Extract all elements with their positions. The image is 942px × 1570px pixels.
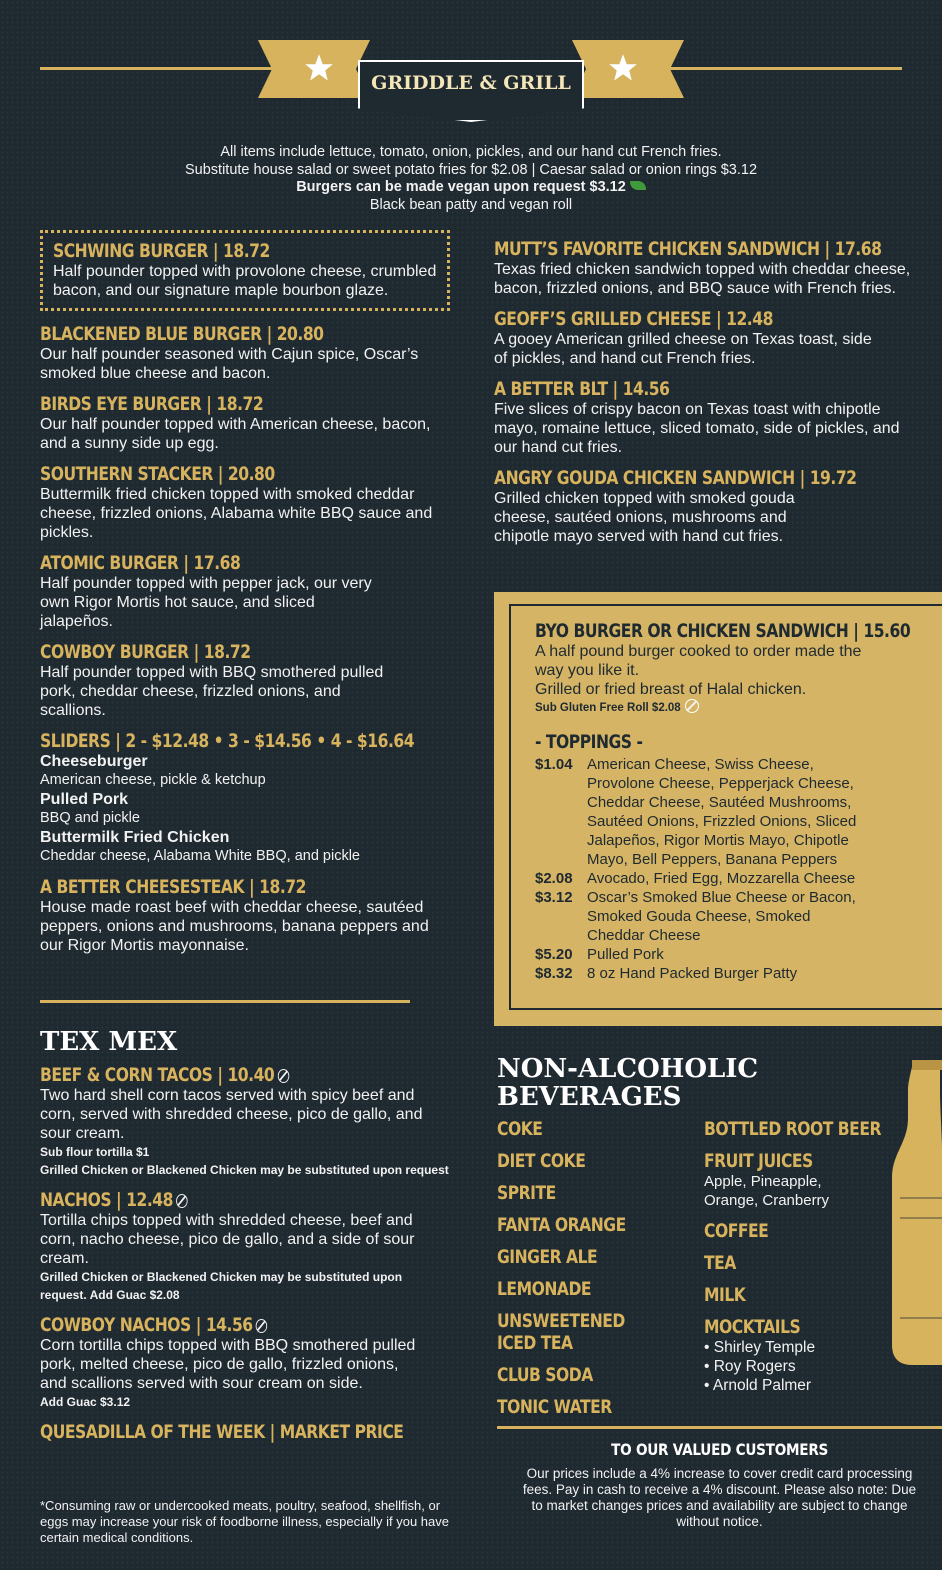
featured-item [40, 230, 450, 311]
customer-notice [497, 1440, 942, 1530]
beverage-item: CLUB SODA [497, 1364, 593, 1386]
beverages-column-1 [497, 1118, 697, 1428]
menu-item [40, 323, 450, 383]
menu-item [494, 467, 914, 546]
item-desc: Grilled chicken topped with smoked gouda cheese, sautéed onions, mushrooms and chipotle mayo served with hand cut fries. [494, 490, 795, 545]
item-title: SCHWING BURGER | 18.72 [53, 240, 270, 262]
item-desc: Our half pounder topped with American cheese, bacon, and a sunny side up egg. [40, 416, 431, 452]
item-title: SLIDERS | 2 - $12.48 • 3 - $14.56 • 4 - $16.64 [40, 730, 415, 752]
intro-vegan-text: Burgers can be made vegan upon request $3.12 [296, 179, 626, 195]
item-title: A BETTER BLT | 14.56 [494, 378, 670, 400]
menu-item [40, 641, 450, 720]
slider-option-desc: Cheddar cheese, Alabama White BBQ, and pickle [40, 848, 360, 864]
item-title: A BETTER CHEESESTEAK | 18.72 [40, 876, 306, 898]
beverage-item: GINGER ALE [497, 1246, 598, 1268]
star-icon [608, 53, 638, 83]
notice-title: TO OUR VALUED CUSTOMERS [611, 1440, 828, 1459]
topping-price: $5.20 [535, 946, 573, 963]
divider [497, 1426, 942, 1429]
menu-item [40, 1421, 450, 1443]
topping-items: Avocado, Fried Egg, Mozzarella Cheese [587, 870, 856, 887]
intro-line: All items include lettuce, tomato, onion, pickles, and our hand cut French fries. [220, 144, 722, 160]
beverage-item: FRUIT JUICES [704, 1150, 813, 1172]
beverage-item: TEA [704, 1252, 736, 1274]
item-desc: Our half pounder seasoned with Cajun spice, Oscar’s smoked blue cheese and bacon. [40, 346, 419, 382]
topping-items: 8 oz Hand Packed Burger Patty [587, 965, 798, 982]
item-note: Sub flour tortilla $1 [40, 1145, 150, 1159]
item-title: BLACKENED BLUE BURGER | 20.80 [40, 323, 324, 345]
topping-row [535, 755, 875, 869]
topping-price: $1.04 [535, 756, 573, 773]
beverage-item: COKE [497, 1118, 543, 1140]
item-desc: Texas fried chicken sandwich topped with cheddar cheese, bacon, frizzled onions, and BBQ sauce with French fries. [494, 261, 911, 297]
beverage-item: ICED TEA [497, 1332, 573, 1354]
gluten-free-icon [256, 1319, 267, 1333]
item-title: GEOFF’S GRILLED CHEESE | 12.48 [494, 308, 773, 330]
item-title-text: BEEF & CORN TACOS | 10.40 [40, 1064, 275, 1086]
menu-item [40, 1189, 450, 1304]
beverage-item: COFFEE [704, 1220, 769, 1242]
menu-item [494, 308, 914, 368]
intro [0, 144, 942, 214]
section-heading-line: BEVERAGES [497, 1082, 682, 1112]
divider [40, 1000, 410, 1003]
topping-items: American Cheese, Swiss Cheese, Provolone Cheese, Pepperjack Cheese, Cheddar Cheese, Sautéed Mushrooms, Sautéed Onions, Frizzled Onions, Sliced Jalapeños, Rigor Mortis Mayo, Chipotle Mayo, Bell Peppers, Banana Peppers [587, 756, 857, 868]
item-desc: Tortilla chips topped with shredded cheese, beef and corn, nacho cheese, pico de gallo, and a side of sour cream. [40, 1212, 415, 1267]
left-column [40, 230, 450, 965]
menu-item [494, 238, 914, 298]
leaf-icon [630, 181, 646, 190]
item-title [40, 1189, 376, 1211]
menu-item [40, 876, 450, 955]
topping-row [535, 869, 880, 888]
topping-row [535, 888, 880, 945]
section-heading-line: NON-ALCOHOLIC [497, 1054, 759, 1084]
gluten-free-icon [278, 1069, 289, 1083]
intro-vegan [0, 179, 942, 197]
beverage-item: DIET COKE [497, 1150, 586, 1172]
sliders-item [40, 730, 450, 866]
item-title: MUTT’S FAVORITE CHICKEN SANDWICH | 17.68 [494, 238, 882, 260]
byo-panel [494, 592, 942, 1026]
beverage-item: BOTTLED ROOT BEER [704, 1118, 881, 1140]
slider-option-desc: BBQ and pickle [40, 810, 140, 826]
item-title: COWBOY BURGER | 18.72 [40, 641, 251, 663]
item-desc: A gooey American grilled cheese on Texas toast, side of pickles, and hand cut French fries. [494, 331, 872, 367]
gluten-free-icon [176, 1194, 187, 1208]
header-line-left [40, 67, 280, 70]
topping-items: Pulled Pork [587, 946, 664, 963]
topping-items: Oscar’s Smoked Blue Cheese or Bacon, Smoked Gouda Cheese, Smoked Cheddar Cheese [587, 889, 856, 944]
intro-line: Substitute house salad or sweet potato fries for $2.08 | Caesar salad or onion rings $3.12 [184, 161, 758, 178]
beverage-item: MOCKTAILS [704, 1316, 801, 1338]
item-note: Grilled Chicken or Blackened Chicken may be substituted upon request [40, 1163, 449, 1177]
menu-item [40, 1314, 450, 1411]
menu-item [494, 378, 914, 457]
item-title: ATOMIC BURGER | 17.68 [40, 552, 241, 574]
item-title [40, 1314, 376, 1336]
mocktail-item: • Arnold Palmer [704, 1377, 812, 1394]
item-title: QUESADILLA OF THE WEEK | MARKET PRICE [40, 1421, 404, 1443]
byo-desc: Grilled or fried breast of Halal chicken. [535, 681, 807, 698]
item-title-text: COWBOY NACHOS | 14.56 [40, 1314, 253, 1336]
toppings-heading: - TOPPINGS - [535, 731, 643, 753]
item-title [40, 1064, 376, 1086]
beverage-item: SPRITE [497, 1182, 556, 1204]
disclaimer: *Consuming raw or undercooked meats, poultry, seafood, shellfish, or eggs may increase your risk of foodborne illness, especially if you have certain medical conditions. [40, 1498, 449, 1545]
topping-price: $2.08 [535, 870, 573, 887]
byo-title: BYO BURGER OR CHICKEN SANDWICH | 15.60 [535, 620, 911, 642]
beverage-item: TONIC WATER [497, 1396, 612, 1418]
menu-item [40, 552, 450, 631]
beverage-item: LEMONADE [497, 1278, 592, 1300]
menu-item [40, 393, 450, 453]
slider-option-desc: American cheese, pickle & ketchup [40, 772, 266, 788]
menu-item [40, 463, 450, 542]
section-heading: TEX MEX [40, 1027, 178, 1057]
beverage-item: FANTA ORANGE [497, 1214, 626, 1236]
item-desc: Half pounder topped with BBQ smothered pulled pork, cheddar cheese, frizzled onions, and scallions. [40, 664, 384, 719]
item-title: SOUTHERN STACKER | 20.80 [40, 463, 275, 485]
slider-option-name: Pulled Pork [40, 791, 129, 808]
item-title: ANGRY GOUDA CHICKEN SANDWICH | 19.72 [494, 467, 857, 489]
item-desc: House made roast beef with cheddar cheese, sautéed peppers, onions and mushrooms, banana peppers and our Rigor Mortis mayonnaise. [40, 899, 429, 954]
right-column [494, 238, 914, 556]
byo-gluten-note [535, 699, 942, 717]
byo-inner-box [509, 604, 942, 1010]
bottle-icon [884, 1058, 942, 1370]
slider-option-name: Buttermilk Fried Chicken [40, 829, 230, 846]
mocktail-item: • Shirley Temple [704, 1339, 816, 1356]
beverages-column-2 [704, 1118, 894, 1405]
item-desc: Half pounder topped with provolone cheese, crumbled bacon, and our signature maple bourbon glaze. [53, 263, 437, 299]
texmex-section [40, 1028, 450, 1453]
item-desc: Buttermilk fried chicken topped with smoked cheddar cheese, frizzled onions, Alabama white BBQ sauce and pickles. [40, 486, 433, 541]
beverages-heading [497, 1055, 758, 1111]
juice-list: Apple, Pineapple, Orange, Cranberry [704, 1173, 830, 1209]
item-title-text: NACHOS | 12.48 [40, 1189, 173, 1211]
item-desc: Five slices of crispy bacon on Texas toast with chipotle mayo, romaine lettuce, sliced tomato, side of pickles, and our hand cut fries. [494, 401, 900, 456]
page-title: GRIDDLE & GRILL [371, 72, 571, 94]
header-line-right [660, 67, 902, 70]
beverage-item: UNSWEETENED [497, 1310, 625, 1332]
header-banner [0, 0, 942, 135]
item-desc: Corn tortilla chips topped with BBQ smothered pulled pork, melted cheese, pico de gallo, frizzled onions, and scallions served with sour cream on side. [40, 1337, 416, 1392]
gluten-free-icon [685, 699, 699, 713]
mocktail-item: • Roy Rogers [704, 1358, 796, 1375]
beverage-item: MILK [704, 1284, 746, 1306]
byo-desc: A half pound burger cooked to order made the way you like it. [535, 643, 862, 679]
menu-item [40, 1064, 450, 1179]
star-icon [304, 53, 334, 83]
item-note: Add Guac $3.12 [40, 1395, 131, 1409]
topping-price: $8.32 [535, 965, 573, 982]
slider-option-name: Cheeseburger [40, 753, 148, 770]
notice-text: Our prices include a 4% increase to cover credit card processing fees. Pay in cash to receive a 4% discount. Please also note: Due to market changes prices and availability are subject to change without notice. [522, 1466, 917, 1529]
topping-row [535, 945, 942, 964]
item-title: BIRDS EYE BURGER | 18.72 [40, 393, 264, 415]
item-note: Grilled Chicken or Blackened Chicken may be substituted upon request. Add Guac $2.08 [40, 1270, 403, 1302]
topping-price: $3.12 [535, 889, 573, 906]
topping-row [535, 964, 942, 983]
byo-gluten-text: Sub Gluten Free Roll $2.08 [535, 702, 681, 714]
intro-line: Black bean patty and vegan roll [369, 196, 573, 213]
item-desc: Half pounder topped with pepper jack, our very own Rigor Mortis hot sauce, and sliced jalapeños. [40, 575, 372, 630]
item-desc: Two hard shell corn tacos served with spicy beef and corn, served with shredded cheese, pico de gallo, and sour cream. [40, 1087, 423, 1142]
